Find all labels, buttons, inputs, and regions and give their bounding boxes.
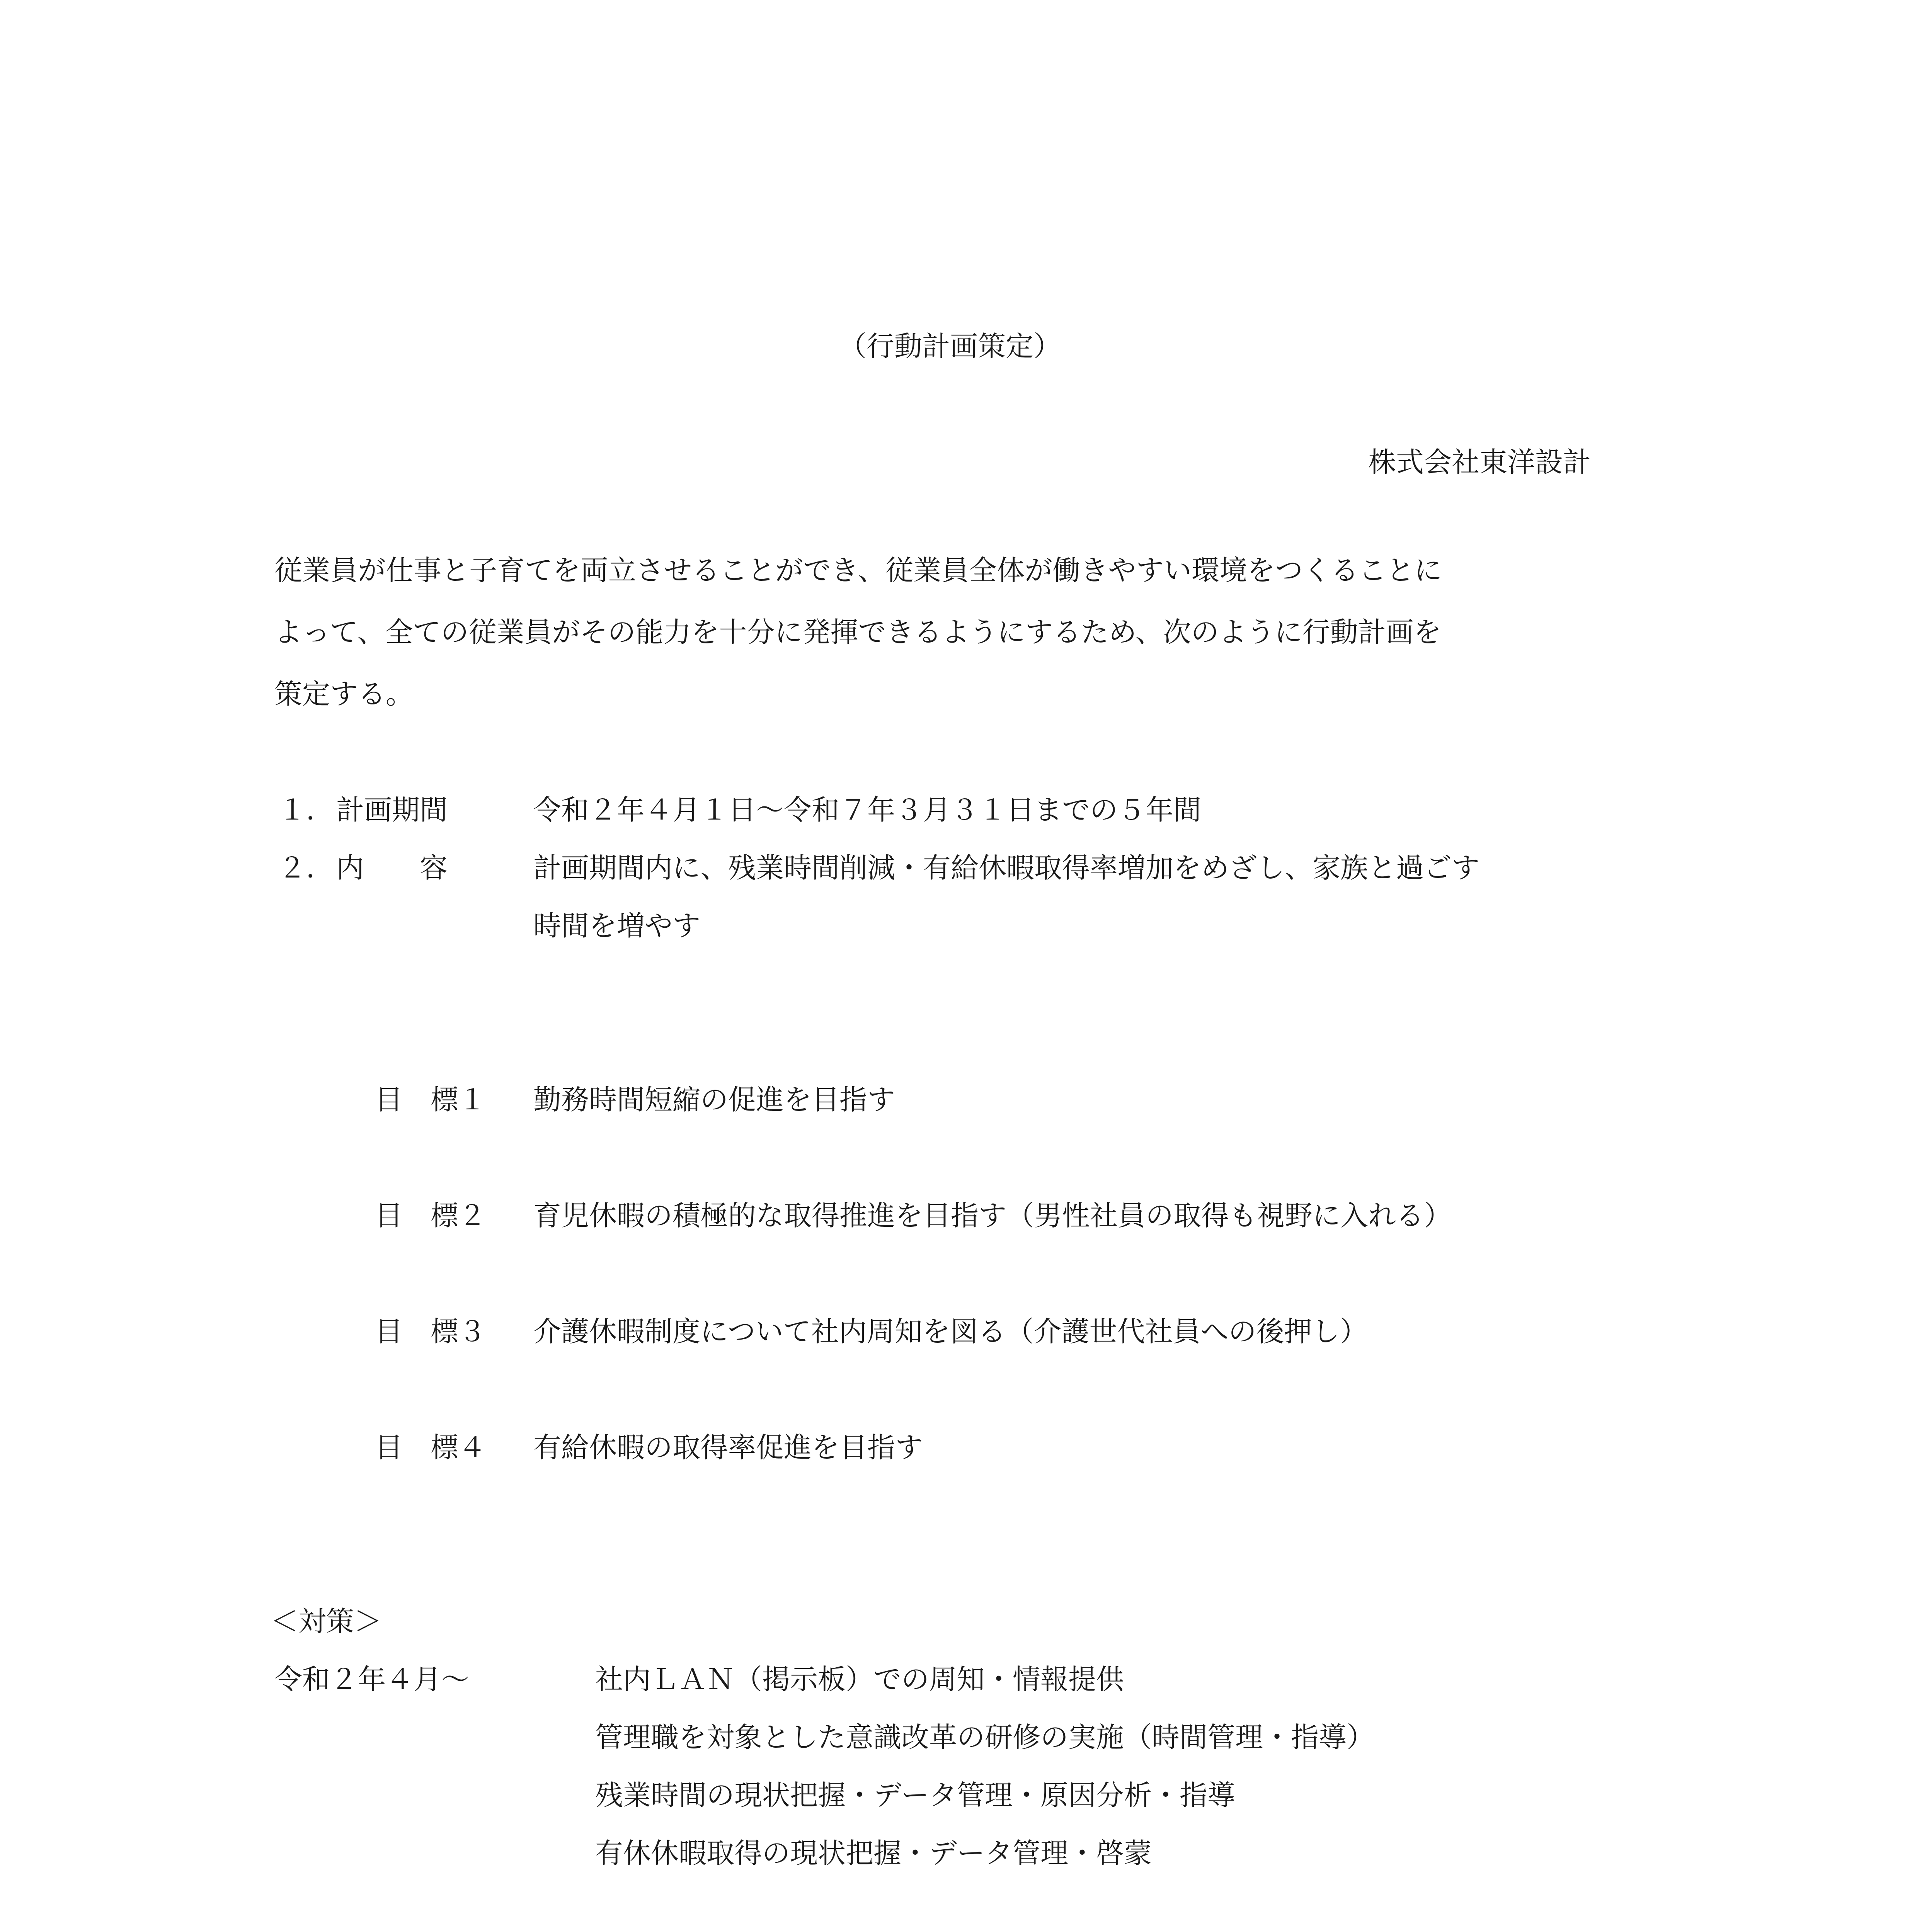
measure-line: 社内ＬＡＮ（掲示板）での周知・情報提供 xyxy=(595,1663,1124,1696)
item-text: 計画期間内に、残業時間削減・有給休暇取得率増加をめざし、家族と過ごす xyxy=(533,852,1480,884)
item-text: 令和２年４月１日～令和７年３月３１日までの５年間 xyxy=(533,794,1202,826)
intro-line-1: 従業員が仕事と子育てを両立させることができ、従業員全体が働きやすい環境をつくることに xyxy=(274,554,1442,587)
goal-text: 介護休暇制度について社内周知を図る（介護世代社員への後押し） xyxy=(533,1315,1368,1348)
measures-heading: ＜対策＞ xyxy=(271,1605,382,1638)
goal-label: 目 標３ xyxy=(375,1315,487,1348)
goal-text: 有給休暇の取得率促進を目指す xyxy=(533,1431,923,1464)
item-text: 時間を増やす xyxy=(533,910,701,942)
measure-line: 残業時間の現状把握・データ管理・原因分析・指導 xyxy=(595,1779,1236,1811)
item-label: 内 容 xyxy=(336,852,448,884)
goal-text: 勤務時間短縮の促進を目指す xyxy=(533,1083,896,1116)
goal-text: 育児休暇の積極的な取得推進を目指す（男性社員の取得も視野に入れる） xyxy=(533,1199,1452,1232)
measure-line: 管理職を対象とした意識改革の研修の実施（時間管理・指導） xyxy=(595,1721,1375,1753)
item-number: １． xyxy=(278,794,334,826)
document-title: （行動計画策定） xyxy=(839,330,1062,362)
intro-line-3: 策定する。 xyxy=(274,678,414,710)
intro-line-2: よって、全ての従業員がその能力を十分に発揮できるようにするため、次のように行動計画を xyxy=(274,616,1442,648)
measure-line: 有休休暇取得の現状把握・データ管理・啓蒙 xyxy=(595,1837,1152,1869)
item-number: ２． xyxy=(278,852,334,884)
company-name: 株式会社東洋設計 xyxy=(1368,446,1591,478)
goal-label: 目 標１ xyxy=(375,1083,487,1116)
goal-label: 目 標４ xyxy=(375,1431,487,1464)
measures-start: 令和２年４月～ xyxy=(274,1663,470,1696)
goal-label: 目 標２ xyxy=(375,1199,487,1232)
item-label: 計画期間 xyxy=(336,794,448,826)
